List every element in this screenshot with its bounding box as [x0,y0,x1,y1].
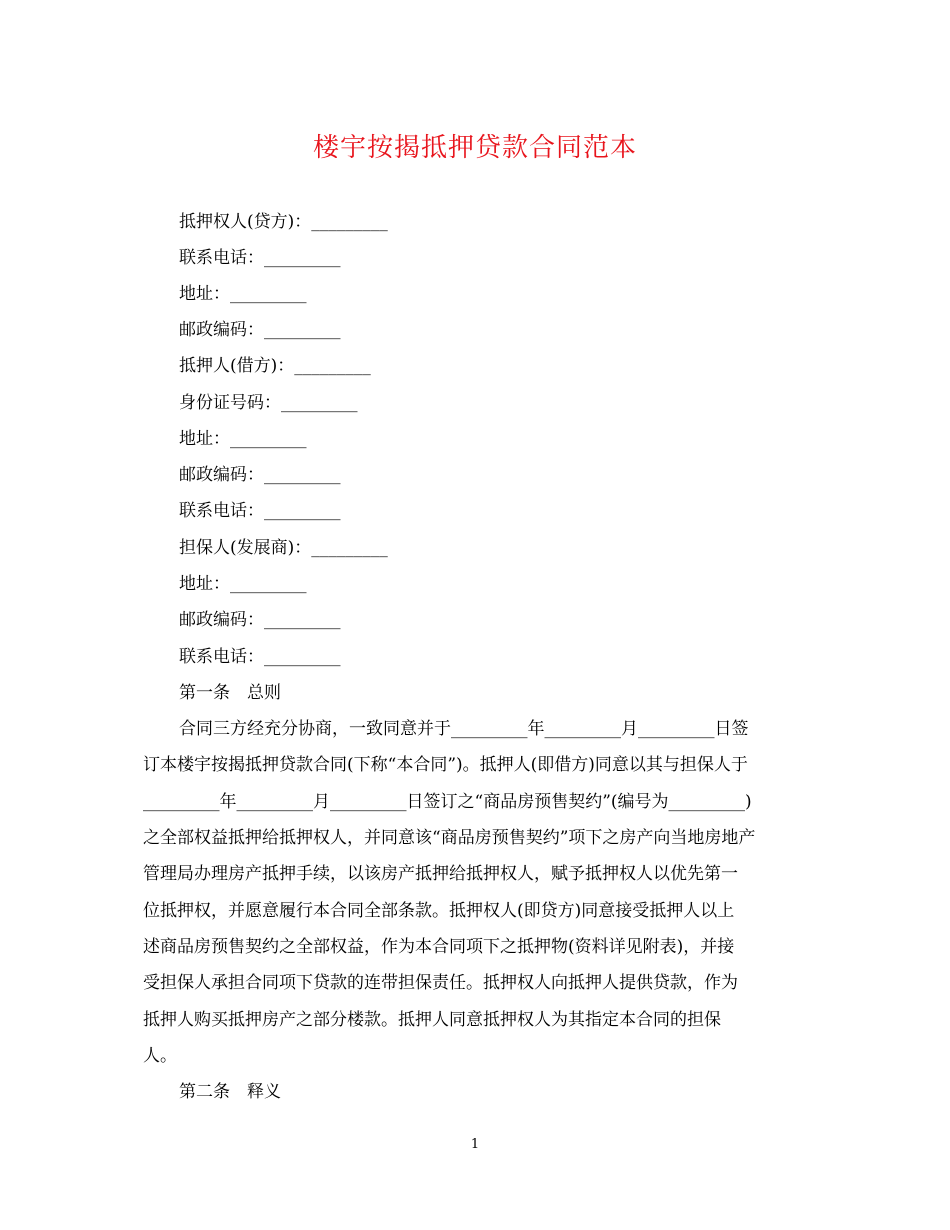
field-mortgagor-address: 地址：_________ [179,429,307,449]
paragraph-line: _________年_________月_________日签订之“商品房预售契约”(编号为_________) [143,792,752,812]
article-1-heading: 第一条 总则 [179,683,281,703]
paragraph-line: 受担保人承担合同项下贷款的连带担保责任。抵押权人向抵押人提供贷款，作为 [143,973,738,993]
field-guarantor: 担保人(发展商)：_________ [179,538,388,558]
article-2-heading: 第二条 释义 [179,1082,281,1102]
field-mortgagor: 抵押人(借方)：_________ [179,356,371,376]
field-guarantor-postcode: 邮政编码：_________ [179,610,341,630]
paragraph-line: 合同三方经充分协商，一致同意并于_________年_________月_________日签 [179,719,749,739]
paragraph-line: 抵押人购买抵押房产之部分楼款。抵押人同意抵押权人为其指定本合同的担保 [143,1010,721,1030]
document-title: 楼宇按揭抵押贷款合同范本 [312,133,637,163]
field-mortgagee-postcode: 邮政编码：_________ [179,320,341,340]
paragraph-line: 人。 [143,1046,177,1066]
field-mortgagor-id-number: 身份证号码：_________ [179,393,358,413]
field-mortgagor-postcode: 邮政编码：_________ [179,465,341,485]
paragraph-line: 管理局办理房产抵押手续，以该房产抵押给抵押权人，赋予抵押权人以优先第一 [143,864,738,884]
field-mortgagee: 抵押权人(贷方)：_________ [179,212,388,232]
field-mortgagee-phone: 联系电话：_________ [179,248,341,268]
paragraph-line: 之全部权益抵押给抵押权人，并同意该“商品房预售契约”项下之房产向当地房地产 [143,828,756,848]
paragraph-line: 位抵押权，并愿意履行本合同全部条款。抵押权人(即贷方)同意接受抵押人以上 [143,901,735,921]
field-guarantor-phone: 联系电话：_________ [179,647,341,667]
paragraph-line: 订本楼宇按揭抵押贷款合同(下称“本合同”)。抵押人(即借方)同意以其与担保人于 [143,755,748,775]
page-number: 1 [470,1137,480,1152]
paragraph-line: 述商品房预售契约之全部权益，作为本合同项下之抵押物(资料详见附表)，并接 [143,937,735,957]
field-guarantor-address: 地址：_________ [179,574,307,594]
field-mortgagor-phone: 联系电话：_________ [179,501,341,521]
field-mortgagee-address: 地址：_________ [179,284,307,304]
